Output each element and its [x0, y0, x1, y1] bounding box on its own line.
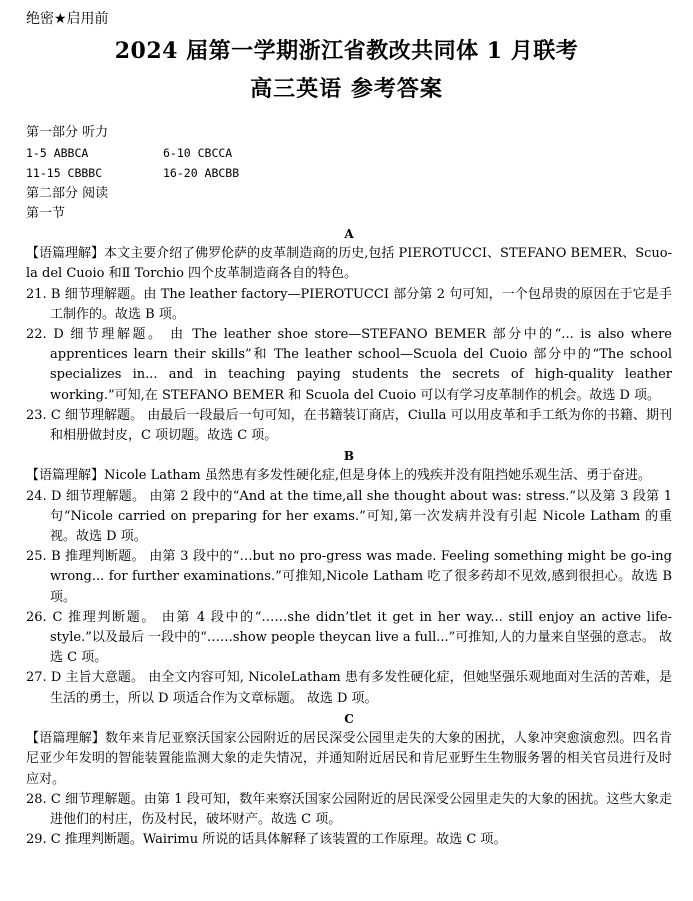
- answer-explanation: 22. D 细节理解题。 由 The leather shoe store—STEFANO BEMER 部分中的“... is also where apprentices learn their skills”和 The leather school—Scuola del Cuoio 部分中的“The school specializes in... and in teaching paying students the secrets of high-quality leather working.”可知,在 STEFANO BEMER 和 Scuola del Cuoio 可以有学习皮革制作的机会。故选 D 项。: [26, 327, 672, 403]
- part1-heading: 第一部分 听力: [26, 125, 109, 140]
- answer-explanation: 26. C 推理判断题。 由第 4 段中的“……she didn’tlet it get in her way... still enjoy an active life-style.”以及最后 一段中的“……show people theycan live a full...”可推知,人的力量来自坚强的意志。 故选 C 项。: [26, 609, 672, 666]
- exam-title: 2024 届第一学期浙江省教改共同体 1 月联考: [114, 38, 579, 64]
- answer-explanation: 27. D 主旨大意题。 由全文内容可知, NicoleLatham 患有多发性硬化症，但她坚强乐观地面对生活的苦难，是生活的勇士，所以 D 项适合作为文章标题。 故选 D 项。: [26, 670, 672, 706]
- listening-answer-row: [26, 163, 672, 183]
- exam-subtitle: 高三英语 参考答案: [250, 76, 443, 102]
- answer-explanation: 23. C 细节理解题。 由最后一段最后一句可知，在书籍装订商店，Ciulla 可以用皮革和手工纸为你的书籍、期刊和相册做封皮，C 项切题。故选 C 项。: [26, 407, 672, 444]
- passage-summary: 【语篇理解】数年来肯尼亚察沃国家公园附近的居民深受公园里走失的大象的困扰，人象冲突愈演愈烈。四名肯尼亚少年发明的智能装置能监测大象的走失情况，并通知附近居民和肯尼亚野生生物服务署的相关官员进行及时应对。: [26, 731, 672, 787]
- passage-letter: A: [344, 227, 354, 242]
- passage-summary: 【语篇理解】Nicole Latham 虽然患有多发性硬化症,但是身体上的残疾并没有阻挡她乐观生活、勇于奋进。: [26, 468, 651, 484]
- section-heading: 第一节: [26, 205, 66, 221]
- answer-explanation: 25. B 推理判断题。 由第 3 段中的“…but no pro-gress was made. Feeling something might be go-ing wrong... for further examinations.”可推知,Nicole Latham 吃了很多药却不见效,感到很担心。故选 B 项。: [26, 549, 672, 605]
- answer-content: [26, 123, 672, 850]
- answer-range: 16-20 ABCBB: [163, 166, 240, 181]
- part2-heading: 第二部分 阅读: [26, 185, 109, 201]
- listening-answer-row: [26, 143, 672, 163]
- answer-explanation: 28. C 细节理解题。由第 1 段可知，数年来察沃国家公园附近的居民深受公园里走失的大象的困扰。这些大象走进他们的村庄，伤及村民，破坏财产。故选 C 项。: [26, 791, 672, 827]
- answer-explanation: 29. C 推理判断题。Wairimu 所说的话具体解释了该装置的工作原理。故选 C 项。: [26, 832, 507, 848]
- passage-summary: 【语篇理解】本文主要介绍了佛罗伦萨的皮革制造商的历史,包括 PIEROTUCCI、STEFANO BEMER、Scuo-la del Cuoio 和Ⅱ Torchio 四个皮革制造商各自的特色。: [26, 246, 672, 282]
- answer-range: 1-5 ABBCA: [26, 146, 89, 161]
- answer-explanation: 21. B 细节理解题。由 The leather factory—PIEROTUCCI 部分第 2 句可知，一个包昂贵的原因在于它是手工制作的。故选 B 项。: [26, 286, 672, 322]
- answer-explanation: 24. D 细节理解题。 由第 2 段中的“And at the time,all she thought about was: stress.”以及第 3 段第 1 句“Nicole carried on preparing for her exams.”可知,第一次发病并没有引起 Nicole Latham 的重视。故选 D 项。: [26, 488, 672, 545]
- answer-range: 6-10 CBCCA: [163, 146, 233, 161]
- answer-range: 11-15 CBBBC: [26, 166, 103, 181]
- passage-letter: C: [344, 711, 354, 726]
- passage-letter: B: [343, 449, 355, 464]
- confidential-label: 绝密★启用前: [26, 11, 109, 27]
